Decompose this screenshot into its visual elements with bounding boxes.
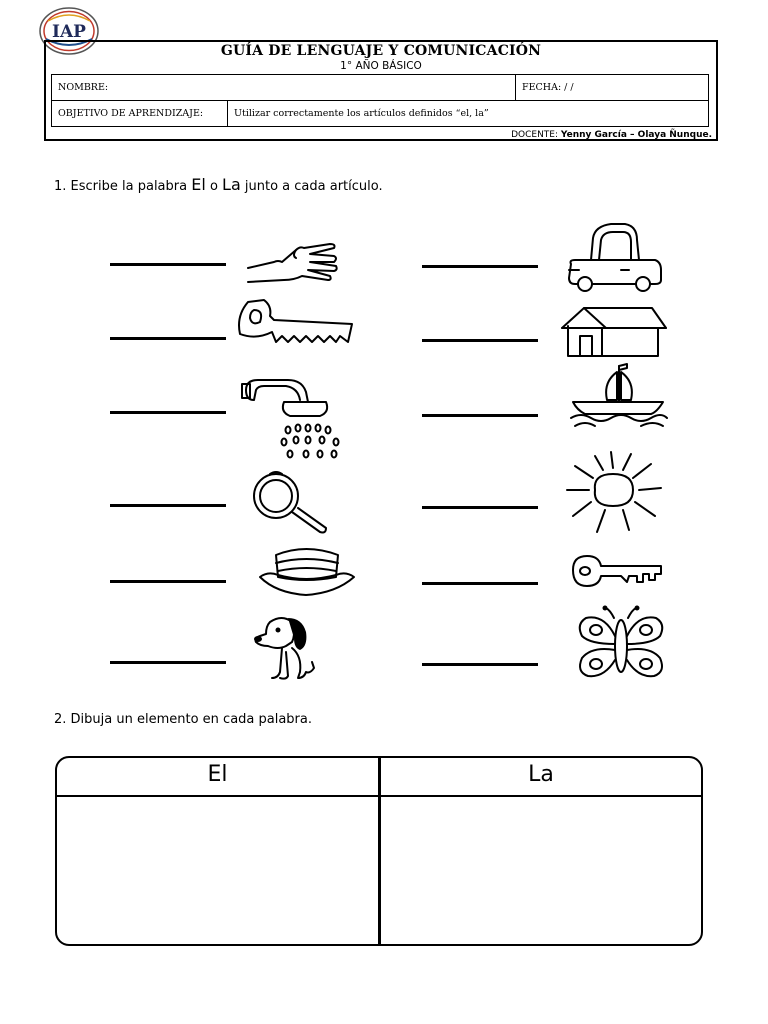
answer-line-butterfly[interactable]	[422, 663, 538, 666]
saw-icon	[234, 296, 354, 344]
objective-label: OBJETIVO DE APRENDIZAJE:	[52, 101, 228, 127]
answer-line-hand[interactable]	[110, 263, 226, 266]
info-row-name	[52, 75, 709, 101]
exercise-1-text-after: junto a cada artículo.	[244, 179, 383, 194]
sailboat-icon	[567, 362, 671, 432]
car-icon	[565, 220, 665, 294]
answer-line-house[interactable]	[422, 339, 538, 342]
word-or: o	[209, 179, 218, 194]
shower-icon	[240, 374, 346, 460]
answer-line-car[interactable]	[422, 265, 538, 268]
answer-line-hat[interactable]	[110, 580, 226, 583]
house-icon	[558, 304, 668, 358]
drawing-area-la[interactable]	[383, 798, 700, 943]
column-header-el: El	[207, 762, 228, 787]
exercise-2-instruction	[54, 712, 312, 727]
exercise-1-text-before: Escribe la palabra	[70, 179, 188, 194]
info-row-objective	[52, 101, 709, 127]
exercise-1-instruction	[54, 175, 383, 194]
dog-icon	[252, 612, 320, 682]
exercise-2-number: 2.	[54, 712, 67, 727]
name-label: NOMBRE:	[58, 82, 109, 93]
column-header-la: La	[528, 762, 554, 787]
objective-text: Utilizar correctamente los artículos definidos “el, la”	[228, 101, 709, 127]
magnifier-icon	[250, 470, 330, 536]
info-table	[51, 74, 709, 127]
teacher-label: DOCENTE:	[511, 130, 559, 140]
guide-title: GUÍA DE LENGUAJE Y COMUNICACIÓN	[220, 43, 542, 59]
grade-line: 1° AÑO BÁSICO	[340, 60, 422, 72]
answer-line-saw[interactable]	[110, 337, 226, 340]
drawing-area-el[interactable]	[58, 798, 376, 943]
name-field[interactable]	[52, 75, 516, 101]
answer-line-shower[interactable]	[110, 411, 226, 414]
key-icon	[569, 550, 665, 590]
exercise-2-text: Dibuja un elemento en cada palabra.	[70, 712, 312, 727]
answer-line-sun[interactable]	[422, 506, 538, 509]
hand-icon	[244, 238, 340, 286]
butterfly-icon	[572, 606, 670, 680]
word-el: El	[191, 175, 206, 194]
teacher-line	[511, 130, 712, 140]
answer-line-key[interactable]	[422, 582, 538, 585]
sun-icon	[563, 450, 665, 536]
word-la: La	[222, 175, 241, 194]
hat-icon	[256, 545, 356, 597]
exercise-1-number: 1.	[54, 179, 67, 194]
date-field[interactable]	[516, 75, 709, 101]
logo-text: IAP	[52, 22, 86, 42]
answer-line-sailboat[interactable]	[422, 414, 538, 417]
teacher-names: Yenny García – Olaya Ñunque.	[560, 130, 712, 140]
answer-line-magnifier[interactable]	[110, 504, 226, 507]
date-label: FECHA: / /	[522, 82, 574, 93]
answer-line-dog[interactable]	[110, 661, 226, 664]
